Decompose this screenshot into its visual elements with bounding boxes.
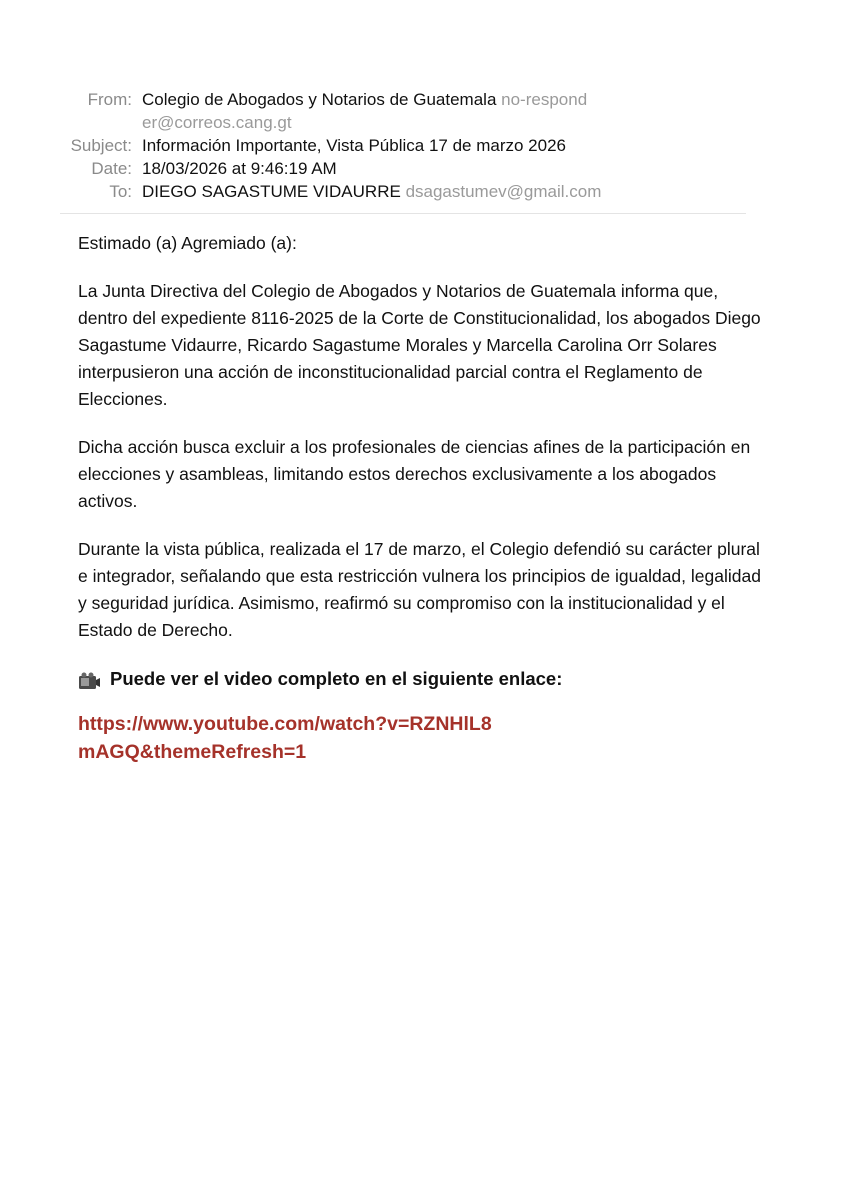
email-header [40,88,740,203]
date-row [40,157,740,180]
paragraph: Dicha acción busca excluir a los profesionales de ciencias afines de la participación en elecciones y asambleas, limitando estos derechos exclusivamente a los abogados activos. [78,437,751,511]
greeting: Estimado (a) Agremiado (a): [78,233,297,253]
header-divider [60,213,746,214]
youtube-link[interactable]: https://www.youtube.com/watch?v=RZNHlL8mAGQ&themeRefresh=1 [78,713,492,763]
to-email[interactable]: dsagastumev@gmail.com [405,182,602,201]
to-name: DIEGO SAGASTUME VIDAURRE [142,182,401,201]
date-label: Date: [91,159,132,178]
to-row [40,180,740,203]
subject-row [40,134,740,157]
date: 18/03/2026 at 9:46:19 AM [142,159,337,178]
video-heading [78,665,768,692]
from-email[interactable]: no-responder@correos.cang.gt [142,90,588,132]
from-name: Colegio de Abogados y Notarios de Guatemala [142,90,497,109]
video-camera-icon [78,670,100,688]
subject: Información Importante, Vista Pública 17 de marzo 2026 [142,136,566,155]
subject-label: Subject: [70,136,132,155]
from-row [40,88,740,134]
to-label: To: [109,182,132,201]
email-body [78,230,768,766]
paragraph: Durante la vista pública, realizada el 17 de marzo, el Colegio defendió su carácter plural e integrador, señalando que esta restricción vulnera los principios de igualdad, legalidad y seguridad jurídica. Asimismo, reafirmó su compromiso con la institucionalidad y el Estado de Derecho. [78,539,761,640]
video-heading-text: Puede ver el video completo en el siguiente enlace: [110,668,563,689]
from-label: From: [87,90,132,109]
paragraph: La Junta Directiva del Colegio de Abogados y Notarios de Guatemala informa que, dentro del expediente 8116-2025 de la Corte de Constitucionalidad, los abogados Diego Sagastume Vidaurre, Ricardo Sagastume Morales y Marcella Carolina Orr Solares interpusieron una acción de inconstitucionalidad parcial contra el Reglamento de Elecciones. [78,281,761,409]
